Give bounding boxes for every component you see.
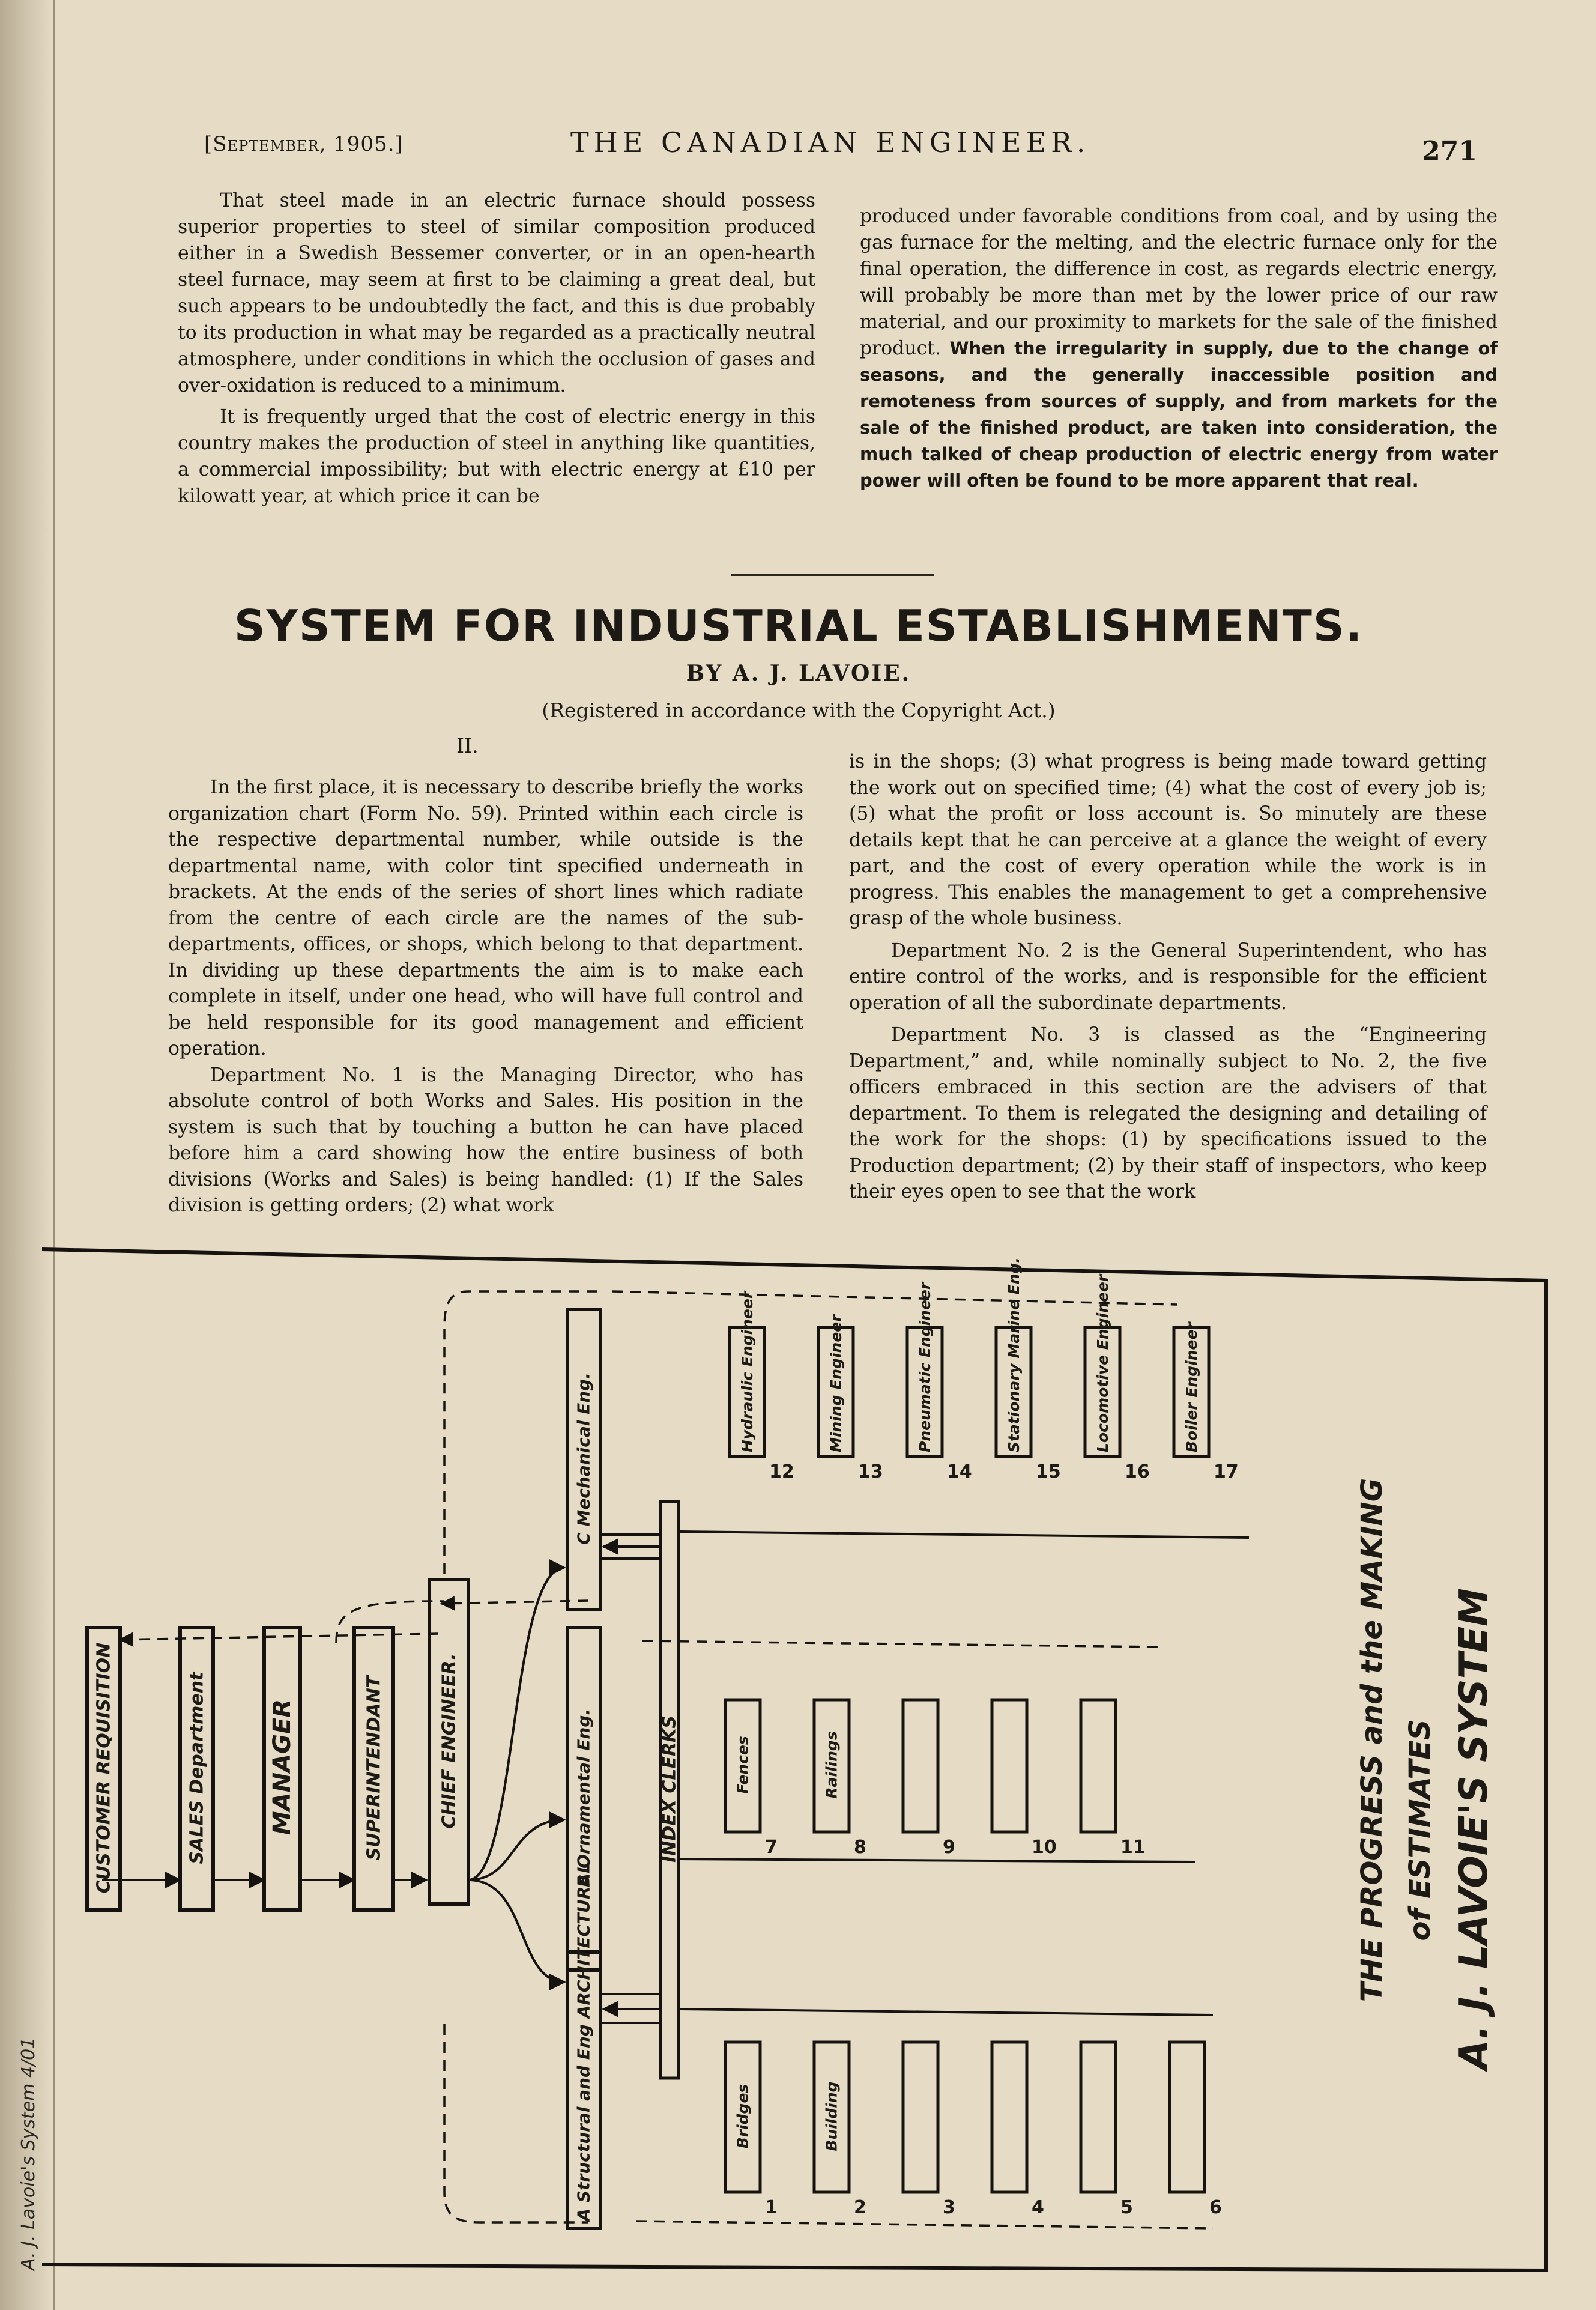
- feedback-dash-row-c: [612, 1291, 1177, 1305]
- intro-left-column: [178, 187, 815, 509]
- division-a-structural-label: A Structural and Eng ARCHITECTURAL: [573, 1862, 594, 2222]
- row-a-label-1: Bridges: [734, 2084, 752, 2149]
- bus-line-b: [679, 1859, 1195, 1862]
- row-b-number-8: 8: [854, 1837, 866, 1858]
- diagram-caption-line-1: THE PROGRESS and the MAKING: [1355, 1478, 1389, 2002]
- lavoie-system-diagram: [36, 1243, 1596, 2276]
- row-c-label-12: Hydraulic Engineer: [738, 1291, 756, 1453]
- row-c-label-16: Locomotive Engineer: [1093, 1275, 1111, 1453]
- row-a-box-4: [992, 2042, 1027, 2192]
- flow-curve-chief-c: [468, 1568, 564, 1880]
- intro-right-text: produced under favorable conditions from coal, and by using the gas furnace for the melting, and the electric furnace only for the final operation, the difference in cost, as regards electric energy, will probably be more than met by the lower price of our raw material, and our proximity to markets for the sale of the finished product.: [860, 205, 1498, 359]
- main-chain-label-3: MANAGER: [268, 1699, 296, 1836]
- article-right-column: [849, 749, 1487, 1205]
- row-a-box-3: [903, 2042, 938, 2192]
- row-a-number-6: 6: [1209, 2197, 1222, 2218]
- row-a-label-2: Building: [823, 2081, 841, 2151]
- row-a-number-1: 1: [765, 2197, 778, 2218]
- row-b-number-7: 7: [765, 1837, 778, 1858]
- intro-left-paragraph-2: It is frequently urged that the cost of electric energy in this country makes the production of steel in anything like quantities, a commercial impossibility; but with electric energy at £10 per kilowatt year, at which price it can be: [178, 406, 815, 507]
- part-number: II.: [456, 734, 479, 757]
- margin-handwritten-note: A. J. Lavoie's System 4/01: [18, 2037, 39, 2270]
- row-a-number-2: 2: [854, 2197, 866, 2218]
- article-left-paragraph-2: Department No. 1 is the Managing Director, who has absolute control of both Works and Sales. His position in the system is such that by touching a button he can have placed before him a card showing how the entire business of both divisions (Works and Sales) is being handled: (1) If the Sales division is getting orders; (2) what work: [168, 1064, 803, 1216]
- feedback-dash-row-a: [636, 2221, 1213, 2228]
- row-c-number-15: 15: [1036, 1461, 1061, 1482]
- article-right-paragraph-3: Department No. 3 is classed as the “Engineering Department,” and, while nominally subject to No. 2, the five officers embraced in this section are the advisers of that department. To them is relegated the designing and detailing of the work for the shops: (1) by specifications issued to the Production department; (2) by their staff of inspectors, who keep their eyes open to see that the work: [849, 1024, 1487, 1202]
- journal-title: THE CANADIAN ENGINEER.: [570, 126, 1090, 159]
- article-left-column: [168, 775, 803, 1219]
- row-b-label-8: Railings: [823, 1731, 841, 1799]
- intro-left-paragraph-1: That steel made in an electric furnace should possess superior properties to steel of similar composition produced either in a Swedish Bessemer converter, or in an open-hearth steel furnace, may seem at first to be claiming a great deal, but such appears to be undoubtedly the fact, and this is due probably to its production in what may be regarded as a practically neutral atmosphere, under conditions in which the occlusion of gases and over-oxidation is reduced to a minimum.: [178, 190, 815, 396]
- page-number: 271: [1422, 136, 1477, 166]
- row-b-box-9: [903, 1700, 938, 1832]
- running-head: [204, 126, 1477, 168]
- article-byline: BY A. J. LAVOIE.: [686, 661, 911, 686]
- article-title: SYSTEM FOR INDUSTRIAL ESTABLISHMENTS.: [234, 601, 1364, 651]
- row-c-number-13: 13: [858, 1461, 883, 1482]
- intro-right-column: [860, 203, 1498, 494]
- row-b-number-11: 11: [1120, 1837, 1146, 1858]
- index-clerks-label: INDEX CLERKS: [659, 1715, 680, 1863]
- figure-frame: [42, 1249, 1546, 2270]
- row-c-number-16: 16: [1125, 1461, 1150, 1482]
- division-c-mechanical-label: C Mechanical Eng.: [573, 1372, 594, 1545]
- issue-date: [September, 1905.]: [204, 132, 404, 156]
- article-right-paragraph-1: is in the shops; (3) what progress is being made toward getting the work out on specified time; (4) what the cost of every job is; (5) what the profit or loss account is. So minutely are these details kept that he can perceive at a glance the weight of every part, and the cost of every operation while the work is in progress. This enables the management to get a comprehensive grasp of the whole business.: [849, 751, 1487, 929]
- row-c-label-15: Stationary Marine Eng.: [1005, 1257, 1023, 1453]
- section-divider: [731, 574, 934, 576]
- main-chain-label-2: SALES Department: [186, 1672, 207, 1864]
- division-b-ornamental-label: B Ornamental Eng.: [573, 1708, 594, 1887]
- row-a-box-6: [1170, 2042, 1205, 2192]
- flow-curve-chief-a: [468, 1880, 564, 1982]
- row-c-number-14: 14: [947, 1461, 972, 1482]
- row-a-number-3: 3: [943, 2197, 955, 2218]
- main-chain-label-1: CUSTOMER REQUISITION: [93, 1642, 114, 1893]
- copyright-notice: (Registered in accordance with the Copyright Act.): [542, 699, 1056, 722]
- feedback-dash-row-b: [642, 1641, 1159, 1647]
- bus-line-c: [679, 1532, 1249, 1538]
- article-left-paragraph-1: In the first place, it is necessary to describe briefly the works organization chart (Form No. 59). Printed within each circle is the respective departmental number, while outside is the departmental name, with color tint specified underneath in brackets. At the ends of the series of short lines which radiate from the centre of each circle are the names of the sub-departments, offices, or shops, which belong to that department. In dividing up these departments the aim is to make each complete in itself, under one head, who will have full control and be held responsible for its good management and efficient operation.: [168, 777, 803, 1060]
- row-a-box-5: [1081, 2042, 1116, 2192]
- row-b-box-11: [1081, 1700, 1116, 1832]
- diagram-caption-line-2: of ESTIMATES: [1403, 1719, 1437, 1941]
- article-right-paragraph-2: Department No. 2 is the General Superintendent, who has entire control of the works, and is responsible for the efficient operation of all the subordinate departments.: [849, 939, 1487, 1014]
- row-a-number-5: 5: [1120, 2197, 1133, 2218]
- row-c-label-13: Mining Engineer: [827, 1314, 845, 1453]
- bus-line-a: [679, 2009, 1213, 2015]
- row-c-label-14: Pneumatic Engineer: [916, 1282, 934, 1453]
- main-chain-label-4: SUPERINTENDANT: [363, 1675, 384, 1860]
- row-c-number-12: 12: [769, 1461, 794, 1482]
- row-b-number-10: 10: [1032, 1837, 1057, 1858]
- main-chain-label-5: CHIEF ENGINEER.: [438, 1652, 459, 1829]
- row-b-number-9: 9: [943, 1837, 955, 1858]
- intro-right-bold-text: When the irregularity in supply, due to the change of seasons, and the generally inaccessible position and remoteness from sources of supply, and from markets for the sale of the finished product, are taken into consideration, the much talked of cheap production of electric energy from water power will often be found to be more apparent that real.: [860, 338, 1498, 491]
- intro-right-paragraph: [860, 203, 1498, 494]
- row-c-label-17: Boiler Engineer: [1182, 1322, 1200, 1453]
- row-b-box-10: [992, 1700, 1027, 1832]
- row-c-number-17: 17: [1214, 1461, 1239, 1482]
- row-b-label-7: Fences: [734, 1735, 752, 1794]
- diagram-caption-line-3: A. J. LAVOIE'S SYSTEM: [1452, 1588, 1496, 2070]
- row-a-number-4: 4: [1032, 2197, 1044, 2218]
